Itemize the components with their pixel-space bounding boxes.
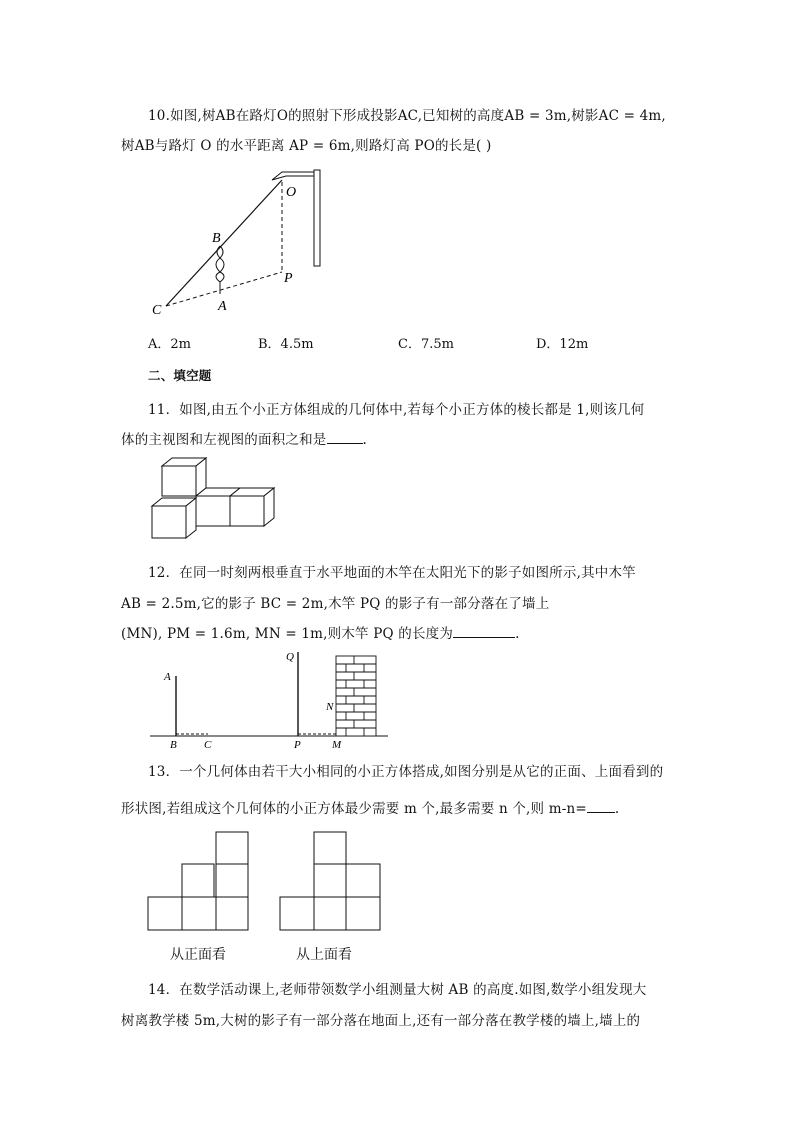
q13-line2 bbox=[121, 797, 619, 817]
q12-line3 bbox=[121, 622, 520, 642]
q11-period: . bbox=[362, 432, 367, 448]
q10-label-A: A bbox=[218, 299, 227, 314]
q12-figure bbox=[146, 646, 396, 750]
q10-line1: 10.如图,树AB在路灯O的照射下形成投影AC,已知树的高度AB = 3m,树影AC = 4m, bbox=[148, 108, 666, 124]
q12-line2: AB = 2.5m,它的影子 BC = 2m,木竿 PQ 的影子有一部分落在了墙上 bbox=[121, 596, 550, 612]
q13-line1: 13．一个几何体由若干大小相同的小正方体搭成,如图分别是从它的正面、上面看到的 bbox=[148, 764, 664, 780]
q12-line1: 12．在同一时刻两根垂直于水平地面的木竿在太阳光下的影子如图所示,其中木竿 bbox=[148, 565, 636, 581]
q11-line1: 11．如图,由五个小正方体组成的几何体中,若每个小正方体的棱长都是 1,则该几何 bbox=[148, 402, 645, 418]
q10-label-P: P bbox=[284, 271, 293, 286]
q12-label-N: N bbox=[326, 701, 334, 713]
q13-caption-front: 从正面看 bbox=[170, 947, 226, 963]
q12-period: . bbox=[515, 626, 520, 642]
q10-label-C: C bbox=[152, 303, 162, 318]
q11-cube-figure bbox=[144, 452, 284, 544]
q12-label-C: C bbox=[204, 739, 212, 750]
q12-label-M: M bbox=[332, 739, 342, 750]
q13-caption-top: 从上面看 bbox=[296, 947, 352, 963]
q10-line2: 树AB与路灯 O 的水平距离 AP = 6m,则路灯高 PO的长是( ) bbox=[121, 138, 492, 154]
q14-line2: 树离教学楼 5m,大树的影子有一部分落在地面上,还有一部分落在教学楼的墙上,墙上的 bbox=[121, 1013, 641, 1029]
q11-line2 bbox=[121, 428, 367, 448]
q13-text: 形状图,若组成这个几何体的小正方体最少需要 m 个,最多需要 n 个,则 m-n= bbox=[121, 801, 587, 817]
q10-option-b: B．4.5m bbox=[258, 337, 314, 352]
q10-option-c: C．7.5m bbox=[398, 337, 454, 352]
q10-option-d: D．12m bbox=[536, 337, 589, 352]
q10-option-a: A．2m bbox=[148, 337, 191, 352]
q11-answer-blank bbox=[327, 431, 363, 444]
q14-line1: 14．在数学活动课上,老师带领数学小组测量大树 AB 的高度.如图,数学小组发现大 bbox=[148, 982, 647, 998]
q13-period: . bbox=[614, 801, 620, 817]
q12-answer-blank bbox=[453, 625, 515, 638]
q11-text: 体的主视图和左视图的面积之和是 bbox=[121, 432, 327, 448]
q10-label-O: O bbox=[286, 185, 297, 200]
section-title: 二、填空题 bbox=[148, 368, 212, 383]
q12-label-B: B bbox=[170, 739, 177, 750]
q10-label-B: B bbox=[212, 231, 221, 246]
q12-label-A: A bbox=[164, 671, 171, 683]
q12-label-Q: Q bbox=[286, 651, 294, 663]
q10-figure bbox=[140, 160, 340, 320]
q12-label-P: P bbox=[294, 739, 301, 750]
q13-answer-blank bbox=[587, 800, 615, 813]
q12-text: (MN), PM = 1.6m, MN = 1m,则木竿 PQ 的长度为 bbox=[121, 626, 454, 642]
q13-views-figure bbox=[146, 830, 426, 934]
